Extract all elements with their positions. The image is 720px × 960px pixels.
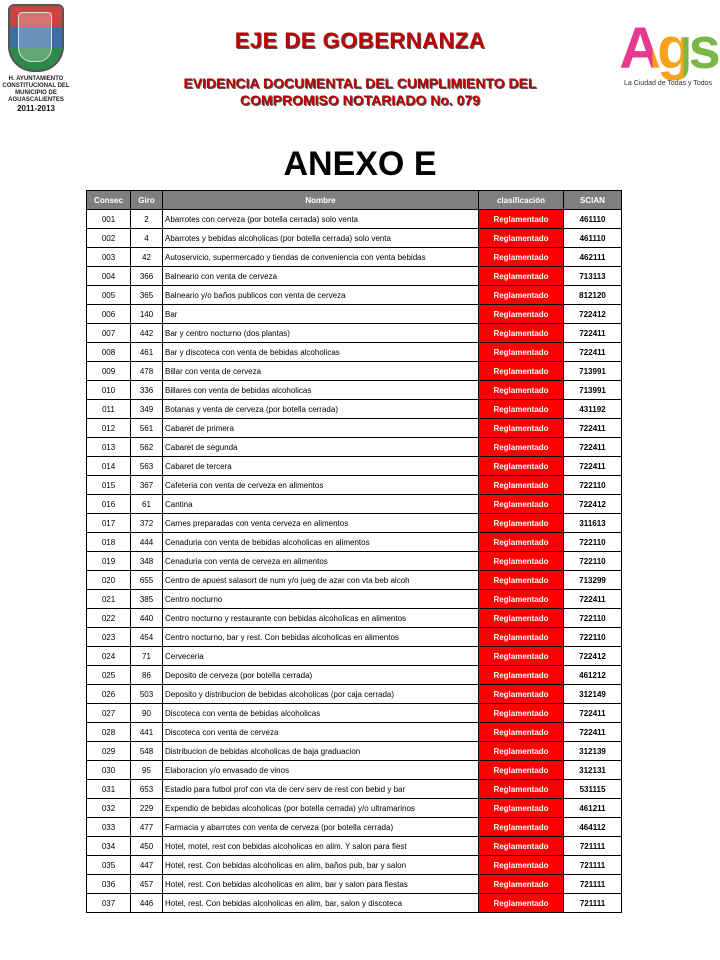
cell-clasificacion: Reglamentado <box>479 286 564 305</box>
cell-scian: 312149 <box>564 685 622 704</box>
cell-consec: 027 <box>87 704 131 723</box>
table-row <box>87 267 622 286</box>
cell-consec: 015 <box>87 476 131 495</box>
cell-nombre: Expendio de bebidas alcoholicas (por botella cerrada) y/o ultramarinos <box>163 799 479 818</box>
cell-nombre: Cerveceria <box>163 647 479 666</box>
cell-nombre: Elaboracion y/o envasado de vinos <box>163 761 479 780</box>
cell-clasificacion: Reglamentado <box>479 267 564 286</box>
table-row <box>87 362 622 381</box>
cell-giro: 348 <box>131 552 163 571</box>
cell-scian: 461211 <box>564 799 622 818</box>
cell-scian: 722110 <box>564 628 622 647</box>
cell-giro: 229 <box>131 799 163 818</box>
table-header-row <box>87 191 622 210</box>
cell-clasificacion: Reglamentado <box>479 647 564 666</box>
table-row <box>87 685 622 704</box>
cell-clasificacion: Reglamentado <box>479 609 564 628</box>
cell-nombre: Balneario y/o baños publicos con venta de cerveza <box>163 286 479 305</box>
ags-logo-mark: Ags <box>616 14 720 84</box>
cell-clasificacion: Reglamentado <box>479 723 564 742</box>
column-header-nombre: Nombre <box>163 191 479 210</box>
cell-clasificacion: Reglamentado <box>479 362 564 381</box>
cell-consec: 031 <box>87 780 131 799</box>
table-row <box>87 495 622 514</box>
cell-nombre: Centro de apuest salasort de num y/o jueg de azar con vta beb alcoh <box>163 571 479 590</box>
cell-giro: 442 <box>131 324 163 343</box>
table-row <box>87 818 622 837</box>
cell-scian: 312131 <box>564 761 622 780</box>
cell-consec: 008 <box>87 343 131 362</box>
cell-nombre: Cenaduria con venta de cerveza en alimentos <box>163 552 479 571</box>
cell-consec: 022 <box>87 609 131 628</box>
cell-scian: 713991 <box>564 381 622 400</box>
cell-nombre: Abarrotes con cerveza (por botella cerrada) solo venta <box>163 210 479 229</box>
cell-nombre: Cafeteria con venta de cerveza en alimentos <box>163 476 479 495</box>
cell-nombre: Centro nocturno y restaurante con bebidas alcoholicas en alimentos <box>163 609 479 628</box>
table-row <box>87 628 622 647</box>
table-row <box>87 286 622 305</box>
table-row <box>87 590 622 609</box>
cell-consec: 034 <box>87 837 131 856</box>
cell-clasificacion: Reglamentado <box>479 666 564 685</box>
table-row <box>87 419 622 438</box>
cell-clasificacion: Reglamentado <box>479 780 564 799</box>
table-row <box>87 837 622 856</box>
cell-scian: 722411 <box>564 723 622 742</box>
cell-clasificacion: Reglamentado <box>479 590 564 609</box>
cell-scian: 722411 <box>564 419 622 438</box>
table-row <box>87 305 622 324</box>
cell-clasificacion: Reglamentado <box>479 552 564 571</box>
cell-clasificacion: Reglamentado <box>479 248 564 267</box>
cell-consec: 024 <box>87 647 131 666</box>
cell-clasificacion: Reglamentado <box>479 229 564 248</box>
cell-scian: 461110 <box>564 210 622 229</box>
cell-clasificacion: Reglamentado <box>479 799 564 818</box>
cell-nombre: Discoteca con venta de cerveza <box>163 723 479 742</box>
column-header-consec: Consec <box>87 191 131 210</box>
cell-scian: 722412 <box>564 305 622 324</box>
cell-consec: 003 <box>87 248 131 267</box>
cell-giro: 71 <box>131 647 163 666</box>
giros-table <box>86 190 622 913</box>
cell-consec: 014 <box>87 457 131 476</box>
cell-giro: 653 <box>131 780 163 799</box>
cell-giro: 548 <box>131 742 163 761</box>
table-row <box>87 438 622 457</box>
cell-scian: 722412 <box>564 647 622 666</box>
cell-giro: 447 <box>131 856 163 875</box>
cell-consec: 020 <box>87 571 131 590</box>
cell-nombre: Abarrotes y bebidas alcoholicas (por botella cerrada) solo venta <box>163 229 479 248</box>
table-row <box>87 571 622 590</box>
cell-consec: 029 <box>87 742 131 761</box>
cell-consec: 025 <box>87 666 131 685</box>
cell-clasificacion: Reglamentado <box>479 704 564 723</box>
cell-giro: 86 <box>131 666 163 685</box>
cell-clasificacion: Reglamentado <box>479 628 564 647</box>
cell-scian: 721111 <box>564 856 622 875</box>
cell-clasificacion: Reglamentado <box>479 305 564 324</box>
cell-giro: 336 <box>131 381 163 400</box>
cell-clasificacion: Reglamentado <box>479 856 564 875</box>
cell-giro: 95 <box>131 761 163 780</box>
cell-clasificacion: Reglamentado <box>479 533 564 552</box>
cell-consec: 037 <box>87 894 131 913</box>
municipality-years: 2011-2013 <box>17 104 55 113</box>
cell-clasificacion: Reglamentado <box>479 400 564 419</box>
table-row <box>87 381 622 400</box>
cell-consec: 035 <box>87 856 131 875</box>
table-row <box>87 210 622 229</box>
cell-giro: 372 <box>131 514 163 533</box>
cell-giro: 61 <box>131 495 163 514</box>
cell-scian: 464112 <box>564 818 622 837</box>
table-row <box>87 248 622 267</box>
page-subtitle: EVIDENCIA DOCUMENTAL DEL CUMPLIMIENTO DEL COMPROMISO NOTARIADO No. 079 <box>183 75 537 108</box>
cell-scian: 722411 <box>564 438 622 457</box>
cell-nombre: Estadio para futbol prof con vta de cerv serv de rest con bebid y bar <box>163 780 479 799</box>
cell-scian: 722411 <box>564 343 622 362</box>
cell-scian: 312139 <box>564 742 622 761</box>
cell-consec: 018 <box>87 533 131 552</box>
cell-scian: 722411 <box>564 590 622 609</box>
cell-scian: 722411 <box>564 704 622 723</box>
cell-scian: 722110 <box>564 552 622 571</box>
cell-consec: 023 <box>87 628 131 647</box>
cell-nombre: Hotel, rest. Con bebidas alcoholicas en alim, bar, salon y discoteca <box>163 894 479 913</box>
cell-clasificacion: Reglamentado <box>479 894 564 913</box>
cell-giro: 450 <box>131 837 163 856</box>
cell-scian: 722110 <box>564 609 622 628</box>
cell-clasificacion: Reglamentado <box>479 210 564 229</box>
column-header-scian: SCIAN <box>564 191 622 210</box>
cell-giro: 503 <box>131 685 163 704</box>
cell-scian: 461110 <box>564 229 622 248</box>
table-row <box>87 457 622 476</box>
cell-nombre: Hotel, rest. Con bebidas alcoholicas en alim, bar y salon para fiestas <box>163 875 479 894</box>
cell-clasificacion: Reglamentado <box>479 495 564 514</box>
cell-nombre: Discoteca con venta de bebidas alcoholicas <box>163 704 479 723</box>
cell-consec: 001 <box>87 210 131 229</box>
cell-consec: 010 <box>87 381 131 400</box>
cell-consec: 016 <box>87 495 131 514</box>
cell-scian: 713299 <box>564 571 622 590</box>
cell-scian: 721111 <box>564 894 622 913</box>
cell-nombre: Botanas y venta de cerveza (por botella cerrada) <box>163 400 479 419</box>
cell-giro: 563 <box>131 457 163 476</box>
cell-scian: 722411 <box>564 324 622 343</box>
cell-nombre: Bar y discoteca con venta de bebidas alcoholicas <box>163 343 479 362</box>
cell-nombre: Cenaduria con venta de bebidas alcoholicas en alimentos <box>163 533 479 552</box>
cell-consec: 007 <box>87 324 131 343</box>
column-header-giro: Giro <box>131 191 163 210</box>
cell-scian: 531115 <box>564 780 622 799</box>
cell-giro: 440 <box>131 609 163 628</box>
cell-giro: 140 <box>131 305 163 324</box>
cell-nombre: Carnes preparadas con venta cerveza en alimentos <box>163 514 479 533</box>
cell-giro: 349 <box>131 400 163 419</box>
cell-giro: 441 <box>131 723 163 742</box>
cell-giro: 655 <box>131 571 163 590</box>
cell-nombre: Deposito y distribucion de bebidas alcoholicas (por caja cerrada) <box>163 685 479 704</box>
cell-giro: 366 <box>131 267 163 286</box>
cell-giro: 478 <box>131 362 163 381</box>
table-row <box>87 799 622 818</box>
cell-giro: 385 <box>131 590 163 609</box>
cell-nombre: Hotel, motel, rest con bebidas alcoholicas en alim. Y salon para fiest <box>163 837 479 856</box>
cell-consec: 013 <box>87 438 131 457</box>
cell-nombre: Centro nocturno <box>163 590 479 609</box>
page-title: EJE DE GOBERNANZA <box>234 28 486 53</box>
cell-consec: 033 <box>87 818 131 837</box>
cell-nombre: Cabaret de tercera <box>163 457 479 476</box>
cell-consec: 009 <box>87 362 131 381</box>
cell-consec: 028 <box>87 723 131 742</box>
cell-nombre: Cantina <box>163 495 479 514</box>
table-row <box>87 856 622 875</box>
cell-scian: 722411 <box>564 457 622 476</box>
cell-consec: 026 <box>87 685 131 704</box>
cell-giro: 461 <box>131 343 163 362</box>
table-row <box>87 229 622 248</box>
cell-consec: 002 <box>87 229 131 248</box>
cell-consec: 006 <box>87 305 131 324</box>
table-row <box>87 875 622 894</box>
table-body <box>87 210 622 913</box>
cell-giro: 4 <box>131 229 163 248</box>
cell-giro: 2 <box>131 210 163 229</box>
cell-giro: 444 <box>131 533 163 552</box>
cell-consec: 030 <box>87 761 131 780</box>
cell-clasificacion: Reglamentado <box>479 837 564 856</box>
cell-clasificacion: Reglamentado <box>479 324 564 343</box>
cell-clasificacion: Reglamentado <box>479 875 564 894</box>
cell-giro: 365 <box>131 286 163 305</box>
cell-scian: 722412 <box>564 495 622 514</box>
cell-consec: 036 <box>87 875 131 894</box>
cell-nombre: Centro nocturno, bar y rest. Con bebidas alcoholicas en alimentos <box>163 628 479 647</box>
cell-clasificacion: Reglamentado <box>479 514 564 533</box>
table-row <box>87 609 622 628</box>
cell-giro: 457 <box>131 875 163 894</box>
cell-nombre: Bar <box>163 305 479 324</box>
table-row <box>87 343 622 362</box>
table-row <box>87 514 622 533</box>
cell-clasificacion: Reglamentado <box>479 438 564 457</box>
cell-scian: 431192 <box>564 400 622 419</box>
cell-nombre: Cabaret de primera <box>163 419 479 438</box>
table-row <box>87 647 622 666</box>
cell-scian: 722110 <box>564 533 622 552</box>
cell-consec: 017 <box>87 514 131 533</box>
annex-title: ANEXO E <box>283 145 437 183</box>
cell-clasificacion: Reglamentado <box>479 343 564 362</box>
municipal-crest-logo <box>2 4 70 124</box>
cell-consec: 004 <box>87 267 131 286</box>
cell-nombre: Distribucion de bebidas alcoholicas de baja graduacion <box>163 742 479 761</box>
cell-nombre: Billares con venta de bebidas alcoholicas <box>163 381 479 400</box>
table-row <box>87 324 622 343</box>
cell-giro: 454 <box>131 628 163 647</box>
cell-scian: 461212 <box>564 666 622 685</box>
cell-consec: 012 <box>87 419 131 438</box>
cell-nombre: Farmacia y abarrotes con venta de cerveza (por botella cerrada) <box>163 818 479 837</box>
cell-giro: 42 <box>131 248 163 267</box>
cell-giro: 367 <box>131 476 163 495</box>
cell-nombre: Cabaret de segunda <box>163 438 479 457</box>
table-row <box>87 552 622 571</box>
table-row <box>87 666 622 685</box>
municipality-caption: H. AYUNTAMIENTO CONSTITUCIONAL DEL MUNICIPIO DE AGUASCALIENTES <box>2 76 70 103</box>
ags-city-logo <box>616 14 720 108</box>
cell-clasificacion: Reglamentado <box>479 476 564 495</box>
cell-nombre: Balneario con venta de cerveza <box>163 267 479 286</box>
column-header-clasificacion: clasificación <box>479 191 564 210</box>
cell-nombre: Autoservicio, supermercado y tiendas de conveniencia con venta bebidas <box>163 248 479 267</box>
cell-consec: 005 <box>87 286 131 305</box>
cell-consec: 011 <box>87 400 131 419</box>
cell-scian: 311613 <box>564 514 622 533</box>
cell-clasificacion: Reglamentado <box>479 742 564 761</box>
table-row <box>87 723 622 742</box>
cell-consec: 032 <box>87 799 131 818</box>
cell-clasificacion: Reglamentado <box>479 457 564 476</box>
cell-clasificacion: Reglamentado <box>479 685 564 704</box>
cell-giro: 446 <box>131 894 163 913</box>
cell-clasificacion: Reglamentado <box>479 818 564 837</box>
cell-giro: 561 <box>131 419 163 438</box>
cell-nombre: Bar y centro nocturno (dos plantas) <box>163 324 479 343</box>
cell-clasificacion: Reglamentado <box>479 419 564 438</box>
cell-scian: 722110 <box>564 476 622 495</box>
cell-consec: 019 <box>87 552 131 571</box>
cell-giro: 477 <box>131 818 163 837</box>
cell-consec: 021 <box>87 590 131 609</box>
cell-clasificacion: Reglamentado <box>479 381 564 400</box>
cell-nombre: Deposito de cerveza (por botella cerrada) <box>163 666 479 685</box>
cell-nombre: Hotel, rest. Con bebidas alcoholicas en alim, baños pub, bar y salon <box>163 856 479 875</box>
table-row <box>87 780 622 799</box>
cell-scian: 812120 <box>564 286 622 305</box>
table-row <box>87 704 622 723</box>
table-row <box>87 533 622 552</box>
cell-scian: 462111 <box>564 248 622 267</box>
cell-giro: 562 <box>131 438 163 457</box>
ags-logo-tagline: La Ciudad de Todas y Todos <box>623 80 713 87</box>
cell-scian: 721111 <box>564 875 622 894</box>
table-row <box>87 742 622 761</box>
table-row <box>87 400 622 419</box>
table-row <box>87 761 622 780</box>
cell-scian: 713991 <box>564 362 622 381</box>
cell-nombre: Billar con venta de cerveza <box>163 362 479 381</box>
cell-clasificacion: Reglamentado <box>479 761 564 780</box>
table-row <box>87 476 622 495</box>
cell-clasificacion: Reglamentado <box>479 571 564 590</box>
cell-scian: 713113 <box>564 267 622 286</box>
cell-scian: 721111 <box>564 837 622 856</box>
table-row <box>87 894 622 913</box>
cell-giro: 90 <box>131 704 163 723</box>
